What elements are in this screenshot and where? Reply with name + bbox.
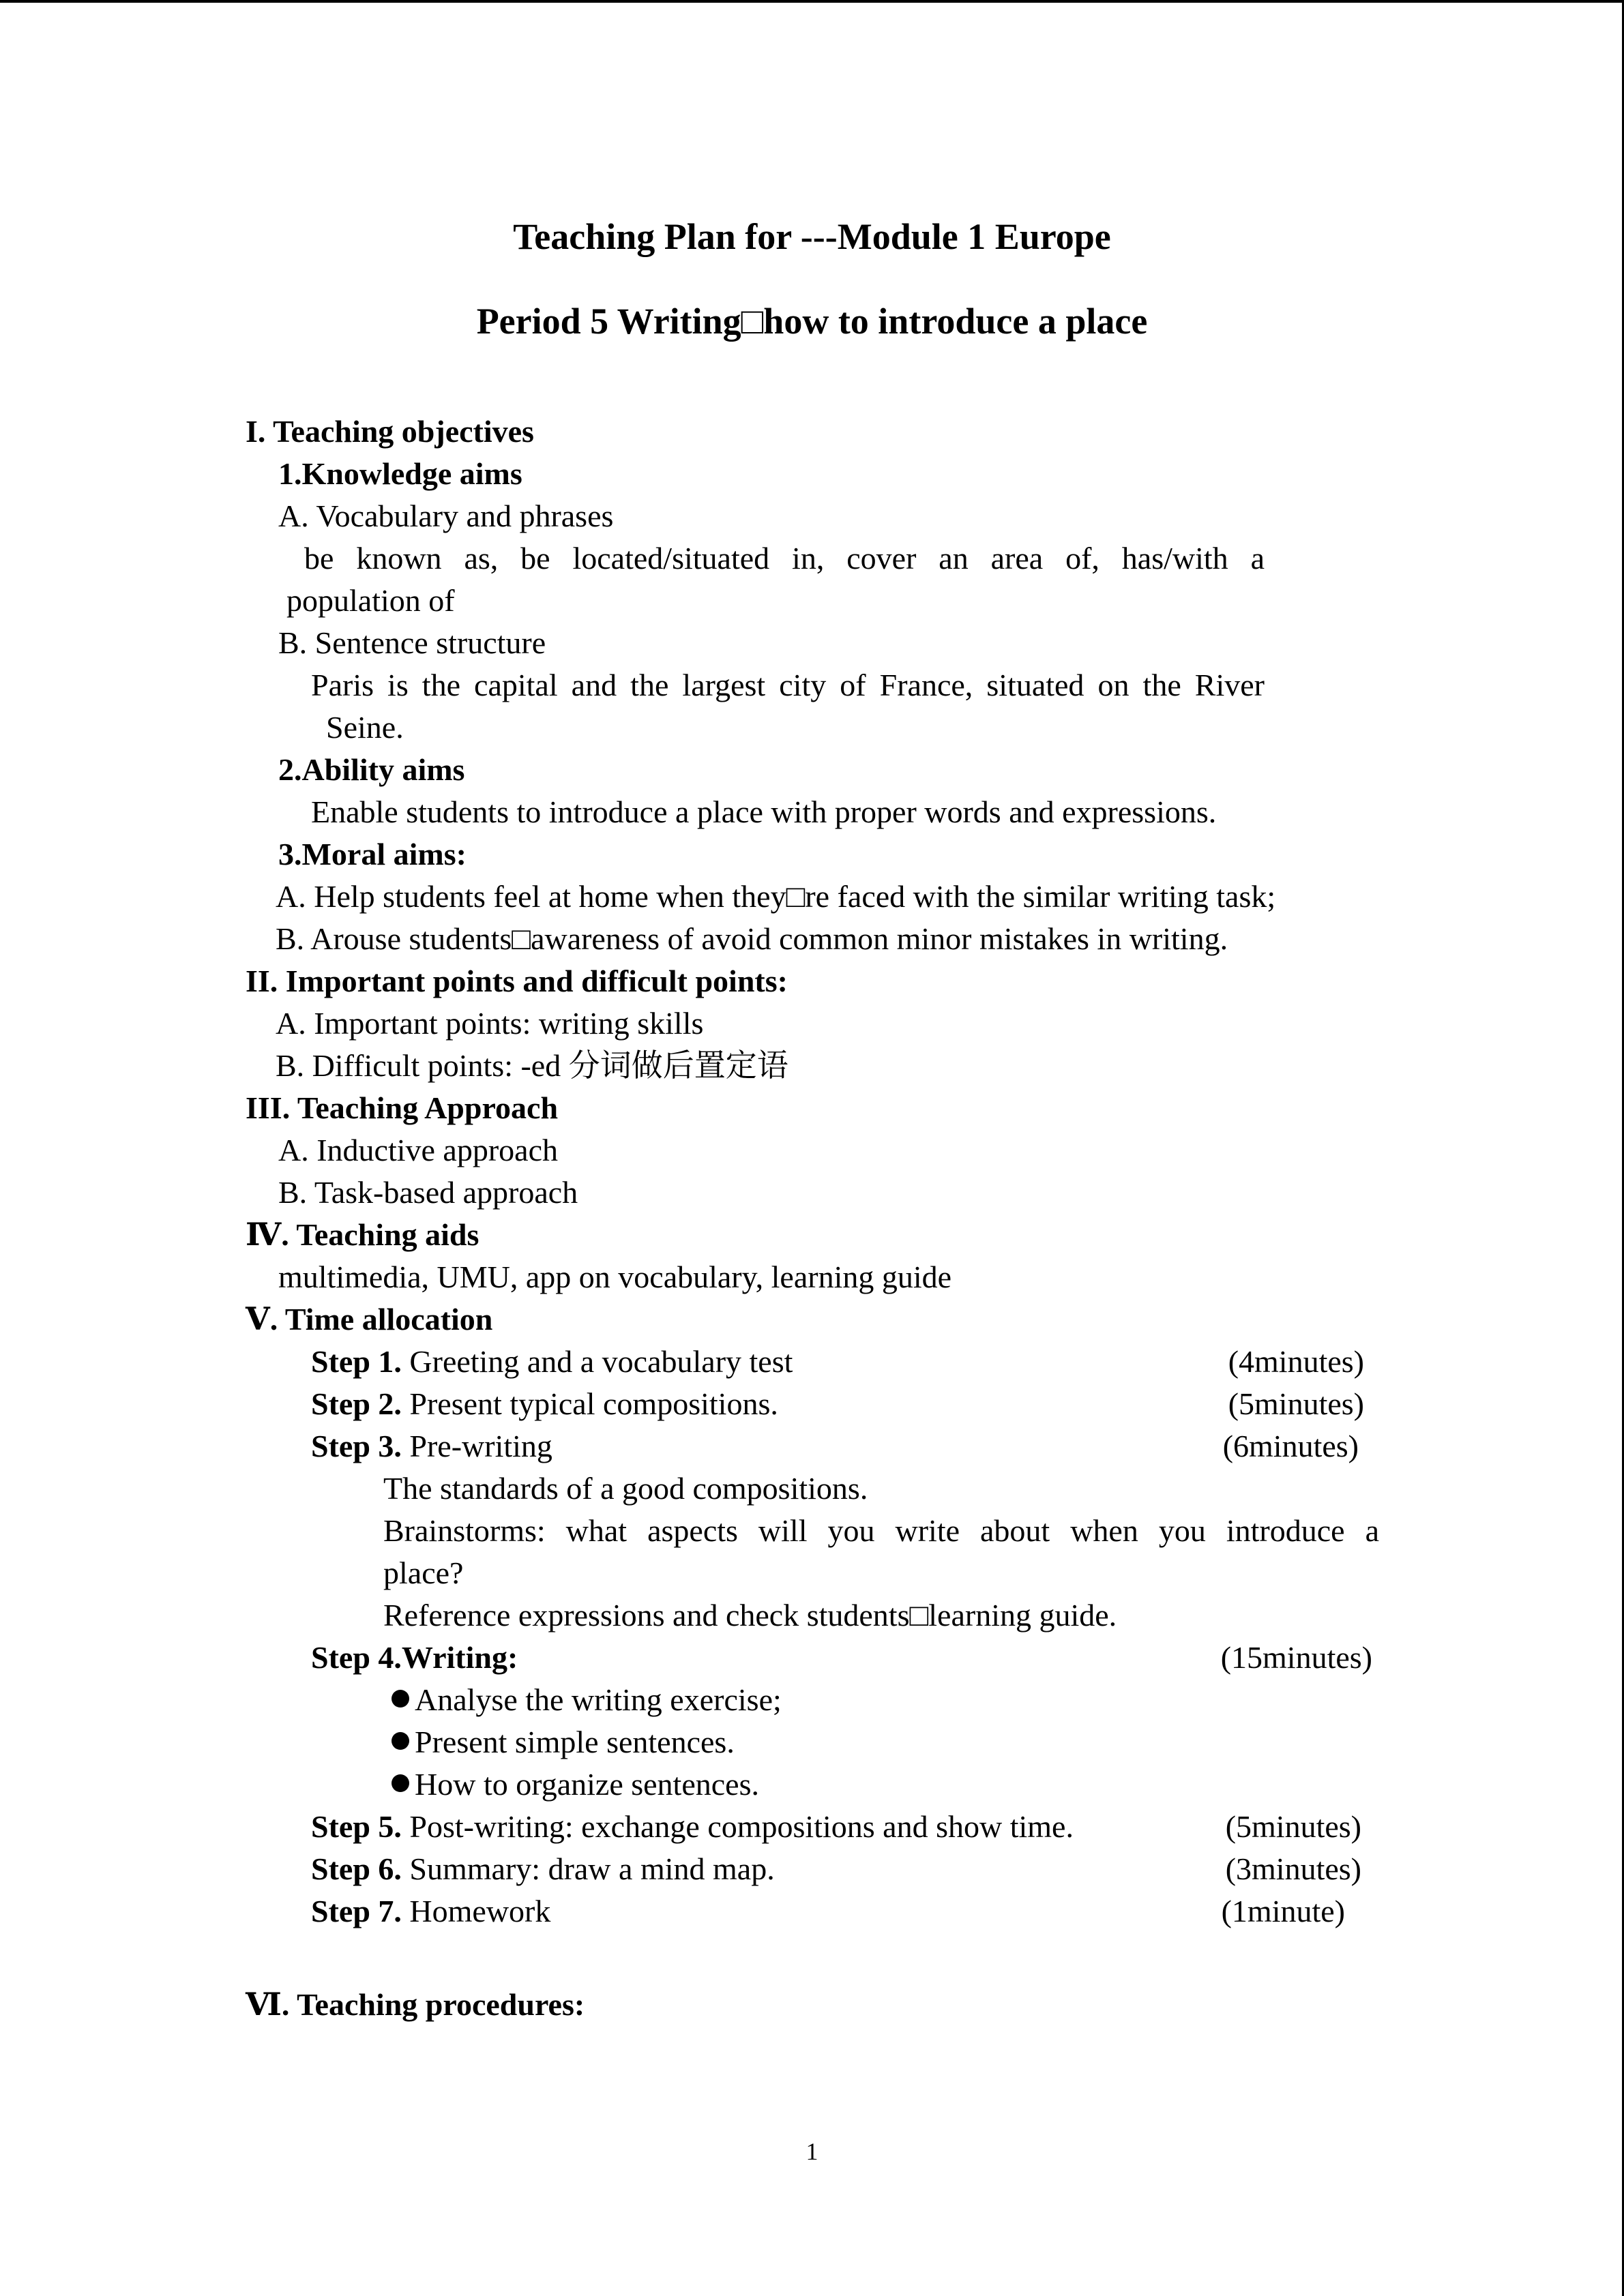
writing-bullet-3 bbox=[392, 1764, 759, 1805]
step-label: Step 7. bbox=[311, 1894, 402, 1928]
writing-bullet-2 bbox=[392, 1722, 735, 1763]
step-text: Pre-writing bbox=[401, 1429, 552, 1463]
step-text: Summary: draw a mind map. bbox=[401, 1851, 775, 1886]
teaching-aids-text: multimedia, UMU, app on vocabulary, learning guide bbox=[278, 1259, 952, 1294]
step-text: Greeting and a vocabulary test bbox=[401, 1344, 793, 1379]
moral-aims-heading: 3.Moral aims: bbox=[278, 837, 467, 871]
bullet-icon bbox=[392, 1732, 409, 1750]
sentence-line-2: Seine. bbox=[326, 710, 404, 745]
prewriting-line-2: Brainstorms: what aspects will you write about when you introduce a bbox=[383, 1513, 1379, 1548]
step-label: Step 4.Writing: bbox=[311, 1640, 518, 1675]
step-2 bbox=[311, 1384, 778, 1425]
section-4-heading: Ⅳ. Teaching aids bbox=[246, 1217, 479, 1252]
important-points: A. Important points: writing skills bbox=[276, 1006, 704, 1041]
ability-aims-text: Enable students to introduce a place with proper words and expressions. bbox=[311, 794, 1217, 829]
step-3-time: (6minutes) bbox=[1222, 1429, 1359, 1463]
section-3-heading: III. Teaching Approach bbox=[246, 1090, 559, 1125]
step-5-time: (5minutes) bbox=[1225, 1809, 1361, 1844]
section-6-heading: Ⅵ. Teaching procedures: bbox=[246, 1987, 585, 2022]
prewriting-line-2b: place? bbox=[383, 1555, 464, 1590]
step-7-time: (1minute) bbox=[1221, 1894, 1345, 1928]
step-label: Step 3. bbox=[311, 1429, 402, 1463]
section-5-heading: Ⅴ. Time allocation bbox=[246, 1302, 493, 1337]
bullet-text: How to organize sentences. bbox=[415, 1767, 759, 1802]
step-6 bbox=[311, 1849, 775, 1890]
section-1-heading: I. Teaching objectives bbox=[246, 414, 534, 449]
step-label: Step 2. bbox=[311, 1386, 402, 1421]
bullet-icon bbox=[392, 1690, 409, 1708]
page-number: 1 bbox=[806, 2138, 818, 2165]
prewriting-line-3: Reference expressions and check students□learning guide. bbox=[383, 1598, 1117, 1632]
section-2-heading: II. Important points and difficult points: bbox=[246, 964, 788, 998]
vocab-line-2: population of bbox=[286, 583, 455, 618]
sentence-line-1: Paris is the capital and the largest city of France, situated on the River bbox=[311, 668, 1265, 702]
vocab-line-1: be known as, be located/situated in, cover an area of, has/with a bbox=[304, 541, 1265, 576]
step-text: Post-writing: exchange compositions and show time. bbox=[401, 1809, 1074, 1844]
moral-aim-b: B. Arouse students□awareness of avoid common minor mistakes in writing. bbox=[276, 921, 1228, 956]
step-1 bbox=[311, 1341, 793, 1382]
knowledge-aims-heading: 1.Knowledge aims bbox=[278, 456, 522, 491]
bullet-text: Analyse the writing exercise; bbox=[415, 1682, 782, 1717]
step-4-time: (15minutes) bbox=[1220, 1640, 1372, 1675]
approach-a: A. Inductive approach bbox=[278, 1133, 559, 1167]
step-text: Present typical compositions. bbox=[401, 1386, 778, 1421]
vocab-heading: A. Vocabulary and phrases bbox=[278, 498, 614, 533]
page-subtitle: Period 5 Writing□how to introduce a place bbox=[476, 301, 1148, 342]
approach-b: B. Task-based approach bbox=[278, 1175, 578, 1210]
step-3 bbox=[311, 1426, 552, 1467]
step-label: Step 5. bbox=[311, 1809, 402, 1844]
step-7 bbox=[311, 1891, 550, 1932]
prewriting-line-1: The standards of a good compositions. bbox=[383, 1471, 868, 1506]
page-title: Teaching Plan for ---Module 1 Europe bbox=[513, 216, 1111, 257]
ability-aims-heading: 2.Ability aims bbox=[278, 752, 465, 787]
difficult-points: B. Difficult points: -ed 分词做后置定语 bbox=[276, 1048, 788, 1083]
step-6-time: (3minutes) bbox=[1225, 1851, 1361, 1886]
step-2-time: (5minutes) bbox=[1228, 1386, 1364, 1421]
sentence-heading: B. Sentence structure bbox=[278, 625, 546, 660]
top-border bbox=[0, 0, 1624, 3]
step-1-time: (4minutes) bbox=[1228, 1344, 1364, 1379]
bullet-icon bbox=[392, 1774, 409, 1792]
step-4 bbox=[311, 1637, 518, 1678]
step-label: Step 1. bbox=[311, 1344, 402, 1379]
writing-bullet-1 bbox=[392, 1680, 782, 1720]
step-text: Homework bbox=[401, 1894, 551, 1928]
step-label: Step 6. bbox=[311, 1851, 402, 1886]
step-5 bbox=[311, 1806, 1074, 1847]
moral-aim-a: A. Help students feel at home when they□re faced with the similar writing task; bbox=[276, 879, 1276, 914]
bullet-text: Present simple sentences. bbox=[415, 1725, 735, 1759]
